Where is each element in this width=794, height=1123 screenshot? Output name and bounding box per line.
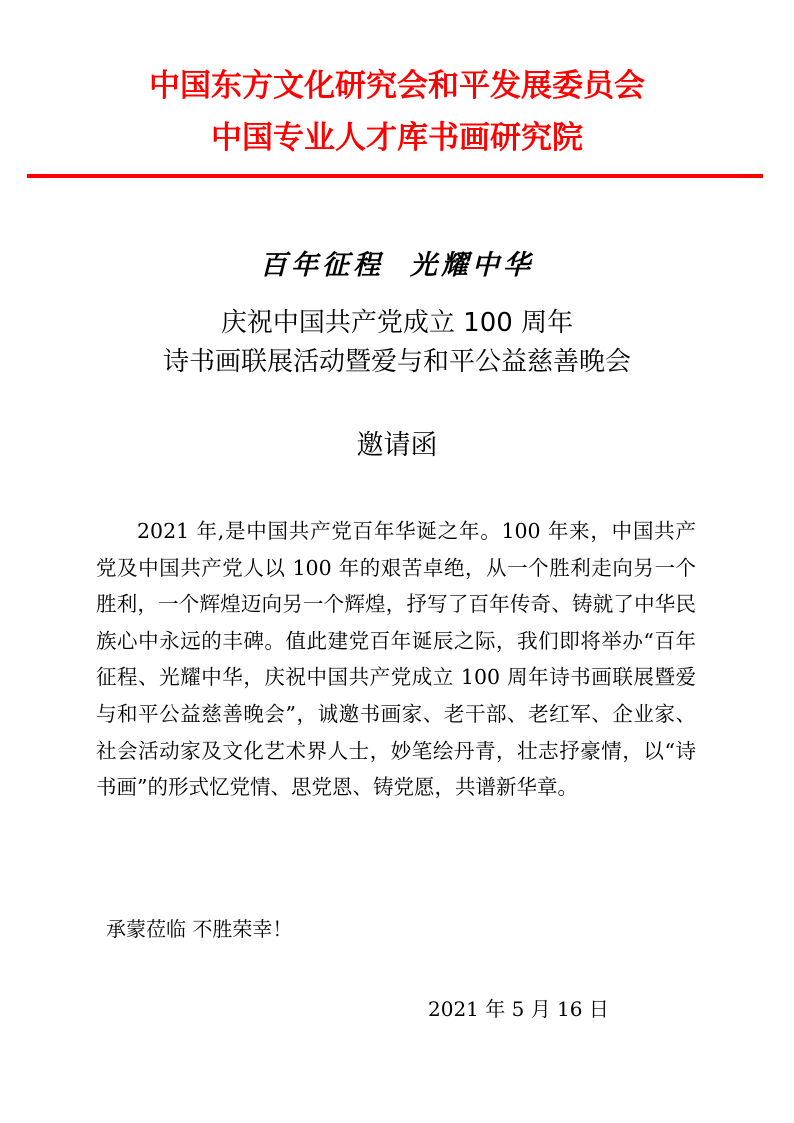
invitation-body: 2021 年,是中国共产党百年华诞之年。100 年来，中国共产党及中国共产党人以 100 年的艰苦卓绝，从一个胜利走向另一个胜利，一个辉煌迈向另一个辉煌，抒写了百年传奇、铸就了中华民族心中永远的丰碑。值此建党百年诞辰之际，我们即将举办“百年征程、光耀中华，庆祝中国共产党成立 100 周年诗书画联展暨爱与和平公益慈善晚会”，诚邀书画家、老干部、老红军、企业家、社会活动家及文化艺术界人士，妙笔绘丹青，壮志抒豪情，以“诗书画”的形式忆党情、思党恩、铸党愿，共谱新华章。 — [96, 519, 696, 800]
organization-name-primary: 中国东方文化研究会和平发展委员会 — [149, 68, 645, 104]
letterhead-divider — [27, 174, 763, 178]
document-title: 邀请函 — [356, 430, 438, 461]
event-title-line-2: 诗书画联展活动暨爱与和平公益慈善晚会 — [162, 347, 631, 377]
slogan-part-1: 百年征程 — [260, 250, 384, 281]
slogan — [0, 248, 794, 284]
slogan-part-2: 光耀中华 — [410, 250, 534, 281]
organization-name-secondary: 中国专业人才库书画研究院 — [211, 120, 583, 156]
closing-line: 承蒙莅临 不胜荣幸！ — [106, 917, 293, 941]
document-date: 2021 年 5 月 16 日 — [428, 997, 609, 1021]
event-title-line-1: 庆祝中国共产党成立 100 周年 — [220, 308, 574, 338]
